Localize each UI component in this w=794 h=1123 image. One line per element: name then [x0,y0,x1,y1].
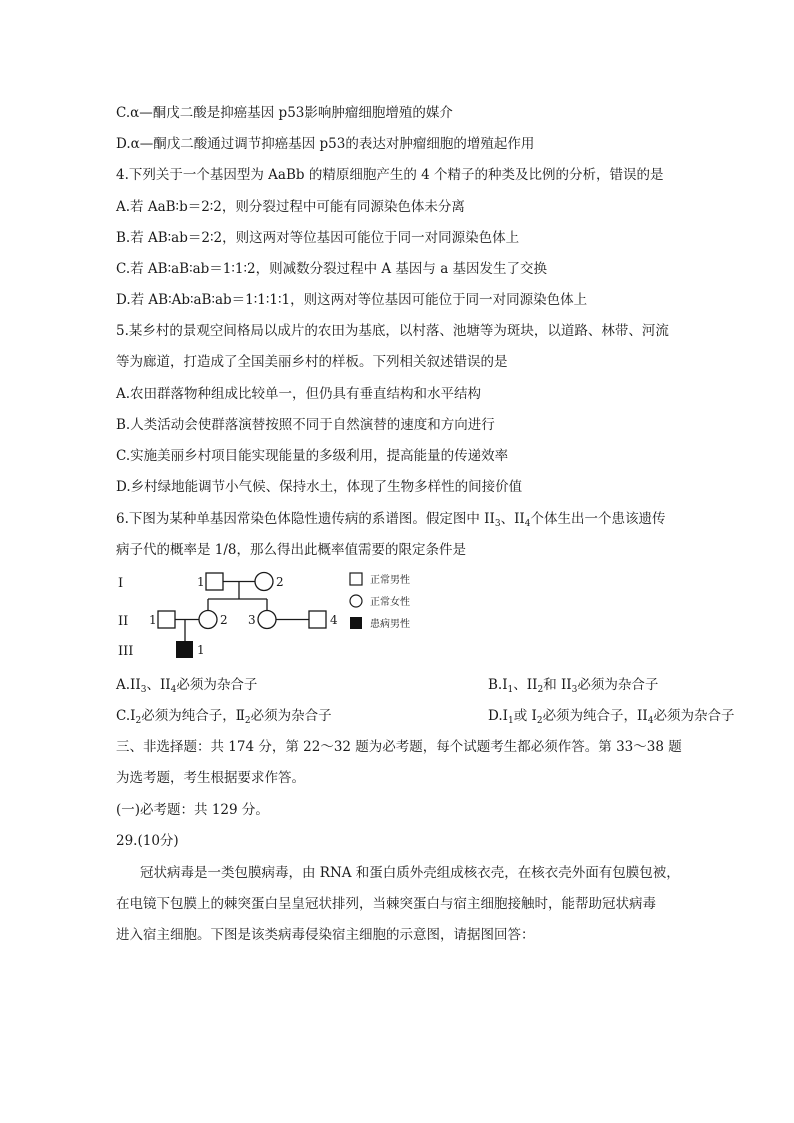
section3-heading-line2: 为选考题，考生根据要求作答。 [116,770,305,786]
q6-option-a: $A.II_3$、$II_4$必须为杂合子 [116,677,258,695]
pedigree-III1-affected-male [176,641,193,658]
q4-option-c: C.若 AB∶aB∶ab＝1∶1∶2，则减数分裂过程中 A 基因与 a 基因发生了交换 [116,261,548,277]
q6-options-ab [116,676,676,694]
num-I1: 1 [197,575,205,589]
num-II3: 3 [248,613,256,627]
legend-normal-male-icon [350,573,362,585]
q6-stem-line2: 病子代的概率是 1/8，那么得出此概率值需要的限定条件是 [116,542,467,558]
num-II2: 2 [220,613,228,627]
q5-option-a: A.农田群落物种组成比较单一，但仍具有垂直结构和水平结构 [116,386,482,402]
q6-option-d: $D.I_1$或 $I_2$必须为纯合子，$II_4$必须为杂合子 [488,708,735,726]
q29-heading: 29.(10分) [116,833,179,849]
legend-normal-female-label: 正常女性 [370,597,410,608]
num-III1: 1 [197,643,205,657]
num-II4: 4 [330,613,338,627]
legend-normal-male-label: 正常男性 [370,575,410,586]
q29-paragraph-line1: 冠状病毒是一类包膜病毒，由 RNA 和蛋白质外壳组成核衣壳，在核衣壳外面有包膜包被， [140,865,680,881]
gen-label-III: III [118,644,134,659]
q5-option-b: B.人类活动会使群落演替按照不同于自然演替的速度和方向进行 [116,417,495,433]
option-c-q3: C.α—酮戊二酸是抑癌基因 p53影响肿瘤细胞增殖的媒介 [116,105,453,121]
gen-label-I: I [118,576,124,591]
pedigree-I1-male [206,573,223,590]
q4-stem: 4.下列关于一个基因型为 AaBb 的精原细胞产生的 4 个精子的种类及比例的分析，错误的是 [116,167,664,183]
num-I2: 2 [276,575,284,589]
q5-stem-line2: 等为廊道，打造成了全国美丽乡村的样板。下列相关叙述错误的是 [116,354,508,370]
q4-option-b: B.若 AB∶ab＝2∶2，则这两对等位基因可能位于同一对同源染色体上 [116,230,520,246]
pedigree-I2-female [255,573,273,591]
legend-affected-male-icon [350,617,362,629]
q6-options-cd [116,707,735,726]
q4-option-a: A.若 AaB∶b＝2∶2，则分裂过程中可能有同源染色体未分离 [116,199,465,215]
pedigree-chart [112,566,412,666]
pedigree-II1-male [158,611,175,628]
q29-paragraph-line3: 进入宿主细胞。下图是该类病毒侵染宿主细胞的示意图，请据图回答： [116,927,535,943]
pedigree-II3-female [258,611,276,629]
q6-option-c: $C.I_2$必须为纯合子，$Ⅱ_2$必须为杂合子 [116,708,332,726]
q5-stem-line1: 5.某乡村的景观空间格局以成片的农田为基底，以村落、池塘等为斑块，以道路、林带、河流 [116,323,669,339]
option-d-q3: D.α—酮戊二酸通过调节抑癌基因 p53的表达对肿瘤细胞的增殖起作用 [116,136,535,152]
q29-paragraph-line2: 在电镜下包膜上的棘突蛋白呈皇冠状排列，当棘突蛋白与宿主细胞接触时，能帮助冠状病毒 [116,896,656,912]
required-questions-heading: (一)必考题：共 129 分。 [116,802,269,818]
legend-normal-female-icon [350,595,362,607]
q5-option-c: C.实施美丽乡村项目能实现能量的多级利用，提高能量的传递效率 [116,448,509,464]
legend-affected-male-label: 患病男性 [370,619,410,630]
q4-option-d: D.若 AB∶Ab∶aB∶ab＝1∶1∶1∶1，则这两对等位基因可能位于同一对同源染色体上 [116,292,588,308]
gen-label-II: II [118,614,129,629]
pedigree-II2-female [199,611,217,629]
pedigree-II4-male [309,611,326,628]
q6-stem-line1: 6.下图为某种单基因常染色体隐性遗传病的系谱图。假定图中 $II_3$、$II_4$个体生出一个患该遗传 [116,511,666,529]
num-II1: 1 [149,613,157,627]
q6-option-b: $B.I_1$、$II_2$和 $II_3$必须为杂合子 [488,677,659,695]
section3-heading-line1: 三、非选择题：共 174 分，第 22～32 题为必考题，每个试题考生都必须作答。第 33～38 题 [116,739,682,755]
q5-option-d: D.乡村绿地能调节小气候、保持水土，体现了生物多样性的间接价值 [116,479,523,495]
